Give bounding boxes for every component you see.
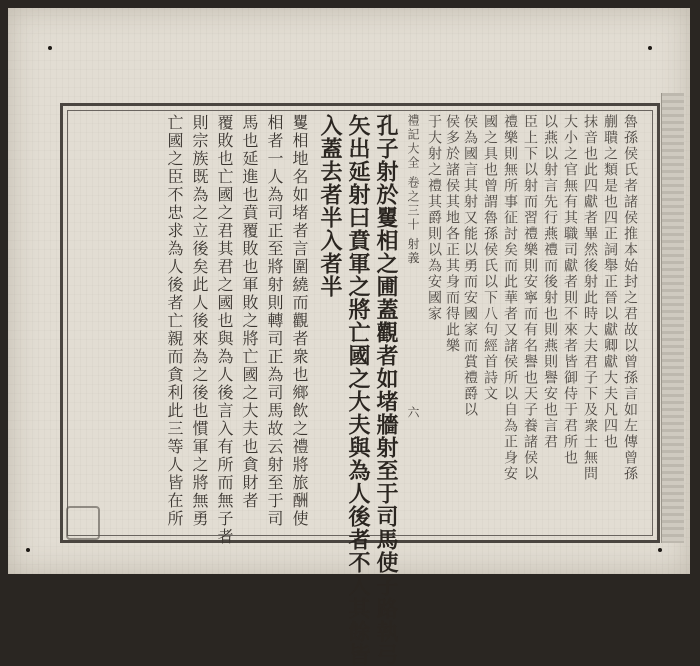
text-column: 侯多於諸侯其地各正其身而得此樂 <box>444 114 460 354</box>
text-column: 于大射之禮其爵則以為安國家 <box>426 114 442 322</box>
binding-hole <box>48 46 52 50</box>
text-column: 矍相地名如堵者言圍繞而觀者衆也鄉飲之禮將旅酬使 <box>290 114 309 528</box>
text-column: 抹音也此四獻者畢然後射此時大夫君子下及衆士無問 <box>582 114 598 482</box>
binding-hole <box>648 46 652 50</box>
text-column: 臣上下以射而習禮樂則安寧而有名譽也天子養諸侯以 <box>522 114 538 482</box>
page-header: 禮記大全 卷之三十 射義 <box>406 114 420 266</box>
document-page <box>8 8 690 666</box>
text-column: 則宗族既為之立後矣此人後來為之後也慣軍之將無勇 <box>190 114 209 528</box>
text-column: 大小之官無有其職司獻者則不來者皆御侍于君所也 <box>562 114 578 466</box>
main-text-column: 孔子射於矍相之圃蓋觀者如堵牆射至于司馬使子路執弓 <box>373 114 399 666</box>
text-column: 侯為國言其射又能以勇而安國家而賞禮爵以 <box>462 114 478 418</box>
main-text-column: 矢出延射曰賁軍之將亡國之大夫與為人後者不入其餘皆 <box>345 114 371 666</box>
text-column: 禮樂則無所事征討矣而此華者又諸侯所以自為正身安 <box>502 114 518 482</box>
text-column: 蒯聵之類是也四正詞舉正晉以獻卿獻大夫凡四也 <box>602 114 618 450</box>
text-column: 魯孫侯氏者諸侯推本始封之君故以曾孫言如左傳曾孫 <box>622 114 638 482</box>
text-frame <box>60 103 660 666</box>
seal-mark <box>66 506 100 540</box>
text-column: 亡國之臣不忠求為人後者亡親而貪利此三等人皆在所 <box>165 114 184 528</box>
binding-hole <box>26 548 30 552</box>
text-column: 相者一人為司正至將射則轉司正為司馬故云射至于司 <box>265 114 284 528</box>
text-column: 覆敗也亡國之君其君之國也與為人後言入有所而無子者 <box>215 114 234 546</box>
text-column: 國之具也曾謂魯孫侯氏以下八句經首詩文 <box>482 114 498 402</box>
main-text-column: 入蓋去者半入者半 <box>317 114 343 298</box>
page-binding-edge <box>661 93 684 543</box>
binding-hole <box>658 548 662 552</box>
text-column: 以燕以射言先行燕禮而後射也則燕則譽安也言君 <box>542 114 558 450</box>
page-number: 六 <box>406 406 420 420</box>
text-column: 馬也延進也賁覆敗也軍敗之將亡國之大夫也貪財者 <box>240 114 259 510</box>
